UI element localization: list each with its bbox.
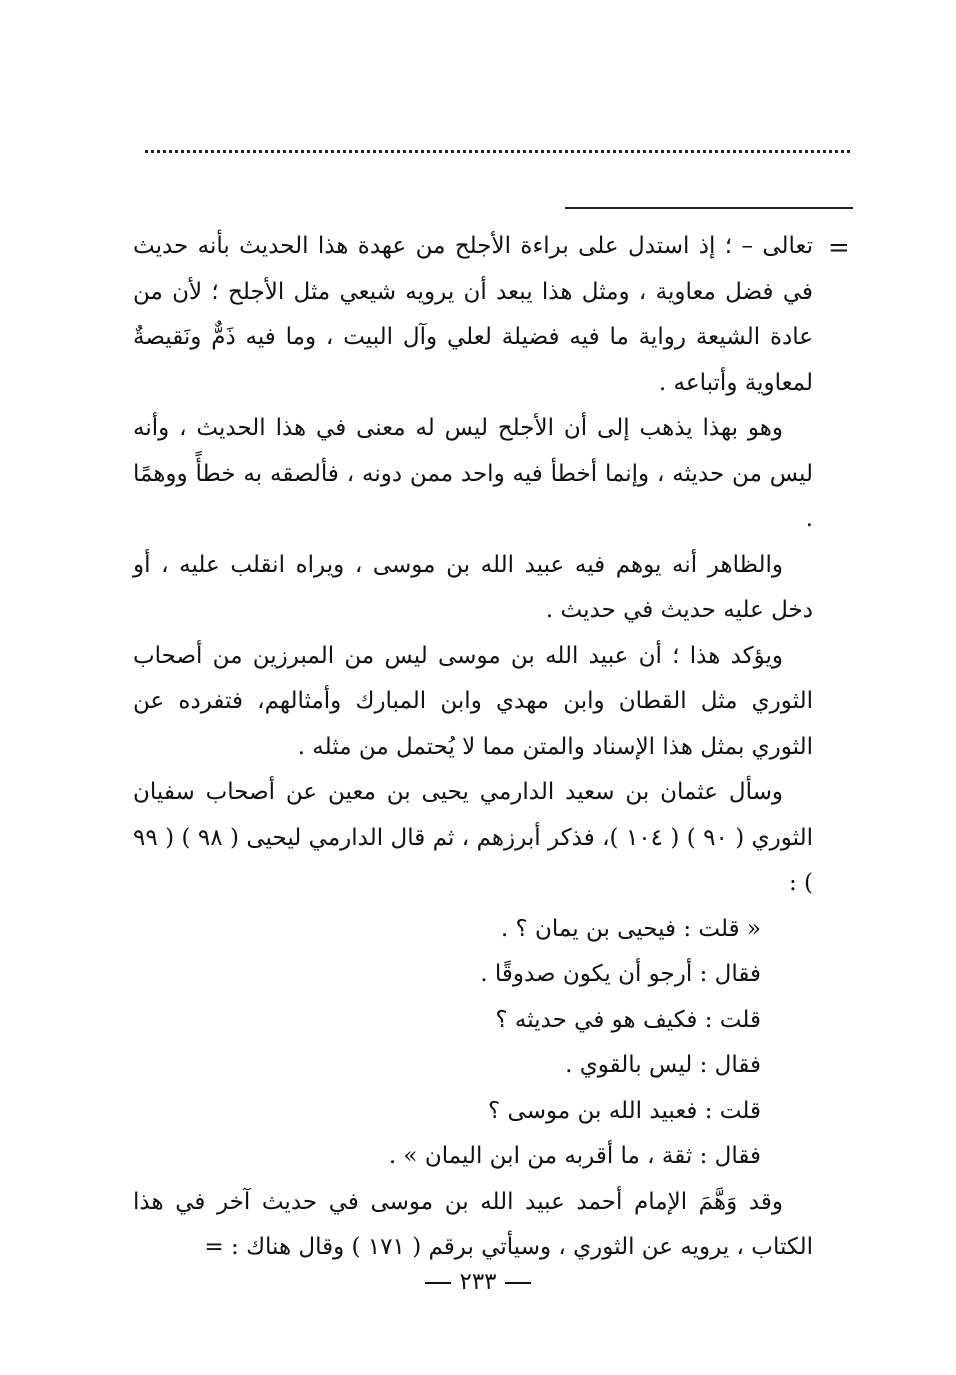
footnote-text [133, 224, 813, 1271]
dialog-line: قلت : فعبيد الله بن موسى ؟ [488, 1097, 761, 1124]
dialog-line: فقال : ليس بالقوي . [565, 1052, 761, 1078]
page-number-dash-left [425, 1282, 451, 1284]
footnote-separator-rule [565, 207, 853, 209]
continuation-mark: = [828, 233, 850, 263]
dialog-line: « قلت : فيحيى بن يمان ؟ . [500, 915, 761, 942]
dialog-line: فقال : ثقة ، ما أقربه من ابن اليمان » . [388, 1143, 761, 1169]
paragraph-2: وهو بهذا يذهب إلى أن الأجلح ليس له معنى في هذا الحديث ، وأنه ليس من حديثه ، وإنما أخطأ فيه واحد ممن دونه ، فألصقه به خطأً ووهمًا . [133, 415, 813, 532]
paragraph-1: تعالى – ؛ إذ استدل على براءة الأجلح من عهدة هذا الحديث بأنه حديث في فضل معاوية ، ومثل هذا يبعد أن يرويه شيعي مثل الأجلح ؛ لأن من عادة الشيعة رواية ما فيه فضيلة لعلي وآل البيت ، وما فيه ذَمٌّ ونَقيصةٌ لمعاوية وأتباعه . [133, 233, 813, 396]
page-number-dash-right [505, 1282, 531, 1284]
paragraph-5: وسأل عثمان بن سعيد الدارمي يحيى بن معين عن أصحاب سفيان الثوري ( ٩٠ ) ( ١٠٤ )، فذكر أبرزهم ، ثم قال الدارمي ليحيى ( ٩٨ ) ( ٩٩ ) : [133, 779, 813, 896]
paragraph-3: والظاهر أنه يوهم فيه عبيد الله بن موسى ، ويراه انقلب عليه ، أو دخل عليه حديث في حديث . [133, 551, 813, 623]
dialog-line: قلت : فكيف هو في حديثه ؟ [495, 1006, 761, 1033]
header-dotted-rule [145, 150, 850, 153]
dialog-line: فقال : أرجو أن يكون صدوقًا . [480, 961, 761, 987]
closing-paragraph: وقد وَهَّمَ الإمام أحمد عبيد الله بن موسى في حديث آخر في هذا الكتاب ، يرويه عن الثوري ، وسيأتي برقم ( ١٧١ ) وقال هناك : = [133, 1188, 813, 1260]
page-number-value: ٢٣٣ [459, 1269, 497, 1295]
page-number [0, 1262, 956, 1302]
quoted-dialog [133, 907, 813, 1180]
paragraph-4: ويؤكد هذا ؛ أن عبيد الله بن موسى ليس من المبرزين من أصحاب الثوري مثل القطان وابن مهدي وابن المبارك وأمثالهم، فتفرده عن الثوري بمثل هذا الإسناد والمتن مما لا يُحتمل من مثله . [133, 642, 813, 760]
